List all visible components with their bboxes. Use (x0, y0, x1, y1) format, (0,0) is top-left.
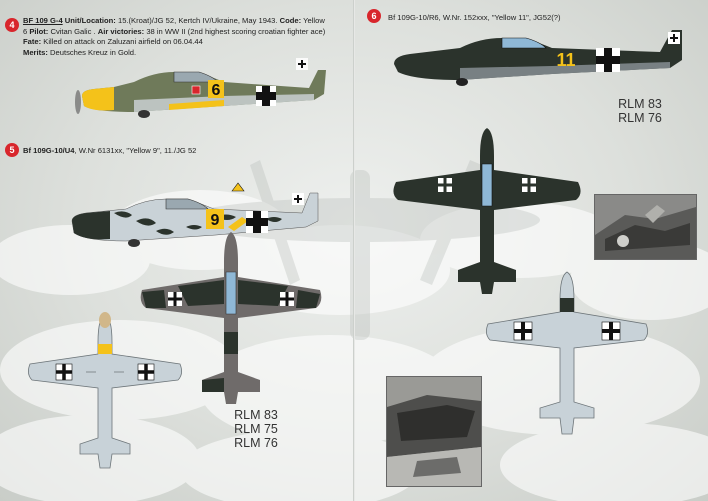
profile-4-description (23, 16, 328, 58)
profile-5-rlm-1: RLM 83 (234, 408, 278, 422)
profile-5-bottom-view (26, 314, 184, 472)
profile-5-details: , W.Nr 6131xx, "Yellow 9", 11./JG 52 (74, 146, 197, 155)
profile-6-badge: 6 (367, 9, 381, 23)
profile-6-rlm-2: RLM 76 (618, 111, 662, 125)
wreck-photo-bottom-image (387, 377, 481, 486)
profile-4-victories-label: Air victories: (97, 26, 145, 36)
profile-4-fate-value: Killed on attack on Zaluzani airfield on 06.04.44 (43, 37, 203, 47)
profile-6-description: Bf 109G-10/R6, W.Nr. 152xxx, "Yellow 11", JG52(?) (388, 13, 561, 22)
profile-5-rlm-3: RLM 76 (234, 436, 278, 450)
profile-5-title: Bf 109G-10/U4 (23, 146, 75, 155)
profile-4-code-label: Code: (279, 16, 302, 25)
profile-6-aircraft-number: 11 (556, 50, 576, 70)
profile-4-victories-value: 38 in WW II (2nd highest scoring croatian fighter ace) (146, 26, 326, 36)
profile-4-side-view (74, 60, 329, 122)
profile-5-badge: 5 (5, 143, 19, 157)
wreck-photo-bottom (386, 376, 482, 487)
profile-4-title: BF 109 G-4 (23, 16, 63, 25)
profile-5-rlm-2: RLM 75 (234, 422, 278, 436)
profile-5-aircraft-number: 9 (210, 212, 220, 229)
wreck-photo-top-image (595, 195, 696, 259)
profile-6-rlm-list (610, 97, 670, 125)
profile-4-merits-value: Deutsches Kreuz in Gold. (50, 47, 137, 57)
profile-6-rlm-1: RLM 83 (618, 97, 662, 111)
profile-4-aircraft-number: 6 (211, 82, 221, 99)
page-gutter (353, 0, 355, 501)
wreck-photo-top (594, 194, 697, 260)
profile-6-bottom-view (484, 272, 650, 438)
profile-4-unit-value: 15.(Kroat)/JG 52, Kertch IV/Ukraine, May 1943. (117, 16, 278, 25)
profile-4-badge: 4 (5, 18, 19, 32)
profile-4-merits-label: Merits: (23, 47, 48, 57)
profile-5-description (23, 146, 323, 157)
profile-4-fate-label: Fate: (23, 37, 42, 47)
profile-4-pilot-value: Cvitan Galic . (50, 26, 96, 36)
profile-4-code-value: Yellow 6 (23, 16, 325, 36)
profile-4-pilot-label: Pilot: (29, 26, 49, 36)
profile-6-side-view (390, 26, 695, 88)
profile-5-rlm-list (226, 408, 286, 450)
profile-4-unit-label: Unit/Location: (64, 16, 116, 25)
